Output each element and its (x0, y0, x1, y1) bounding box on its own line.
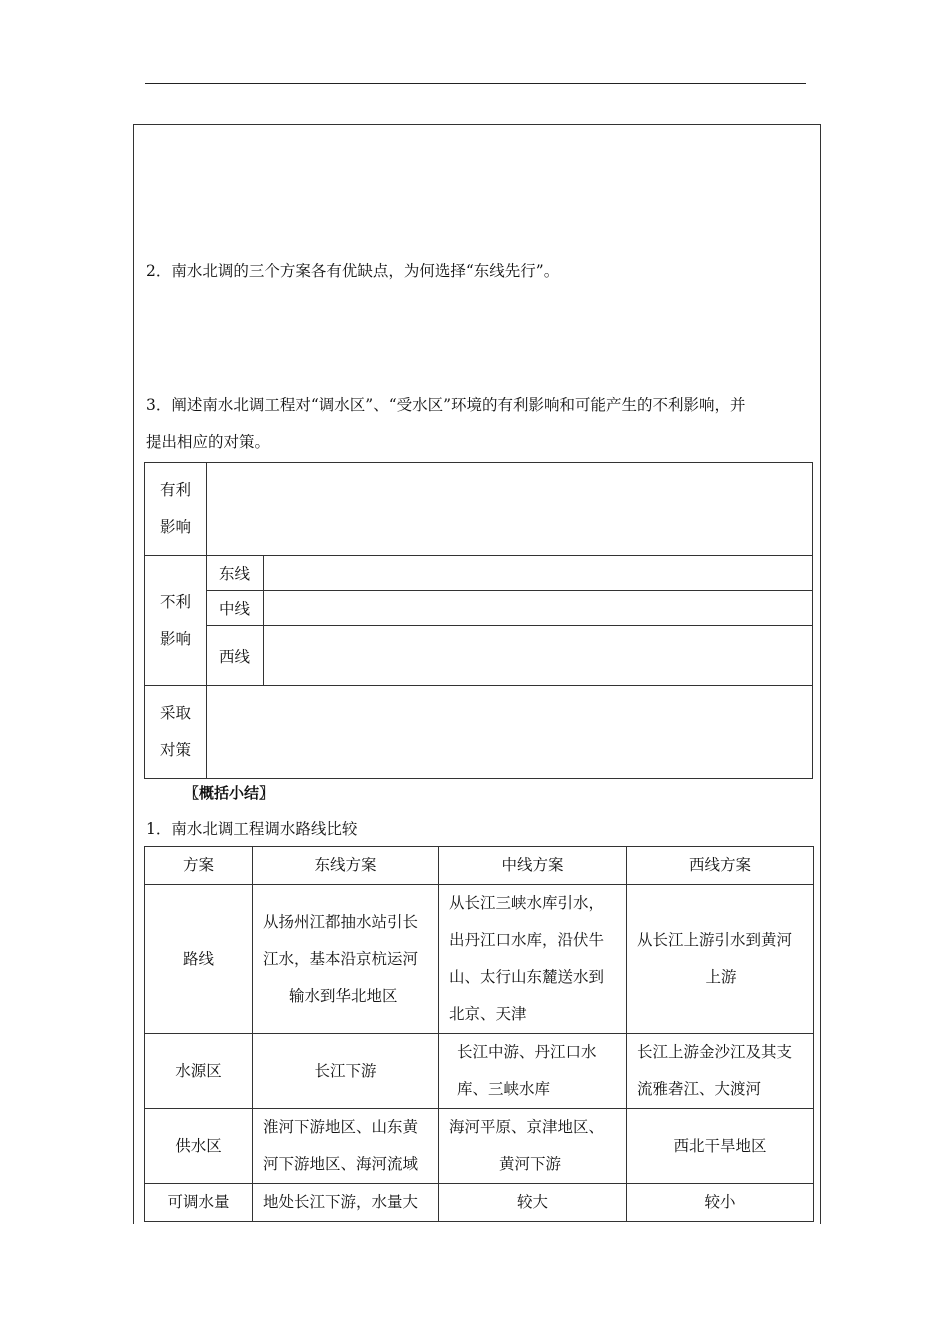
cell-line: 长江中游、丹江口水 (457, 1043, 597, 1061)
header-scheme: 方案 (145, 847, 253, 885)
middle-cell (439, 1034, 627, 1109)
measures-answer-cell[interactable] (207, 686, 813, 779)
row-label: 供水区 (145, 1109, 253, 1184)
summary-heading: 〖概括小结〗 (184, 784, 275, 802)
east-cell: 地处长江下游，水量大 (253, 1184, 439, 1222)
cell-line: 流雅砻江、大渡河 (637, 1080, 762, 1098)
cell-line: 山、太行山东麓送水到 (449, 968, 605, 986)
measures-label (145, 686, 207, 779)
table-row (145, 1034, 814, 1109)
header-rule (145, 83, 806, 84)
middle-cell: 较大 (439, 1184, 627, 1222)
row-label: 可调水量 (145, 1184, 253, 1222)
label-line: 影响 (159, 518, 191, 536)
east-cell (253, 885, 439, 1034)
label-line: 有利 (159, 481, 191, 499)
route-east-answer-cell[interactable] (264, 556, 813, 591)
label-line: 对策 (159, 741, 191, 759)
label-line: 采取 (159, 704, 191, 722)
cell-line: 河下游地区、海河流域 (263, 1155, 419, 1173)
unfavorable-label (145, 556, 207, 686)
cell-line: 淮河下游地区、山东黄 (263, 1118, 419, 1136)
table-row (145, 885, 814, 1034)
favorable-answer-cell[interactable] (207, 463, 813, 556)
route-middle-answer-cell[interactable] (264, 591, 813, 626)
table-row (145, 1109, 814, 1184)
east-cell (253, 1109, 439, 1184)
cell-line: 从长江三峡水库引水， (449, 894, 605, 912)
label-line: 不利 (159, 592, 191, 611)
west-cell (627, 885, 814, 1034)
route-east-label: 东线 (207, 556, 264, 591)
row-label: 水源区 (145, 1034, 253, 1109)
label-line: 影响 (159, 629, 191, 648)
row-label: 路线 (145, 885, 253, 1034)
west-cell (627, 1034, 814, 1109)
route-west-answer-cell[interactable] (264, 626, 813, 686)
header-west: 西线方案 (627, 847, 814, 885)
favorable-label (145, 463, 207, 556)
cell-line: 库、三峡水库 (457, 1080, 551, 1098)
east-cell: 长江下游 (253, 1034, 439, 1109)
table-header-row (145, 847, 814, 885)
question-3-line-1: 3．阐述南水北调工程对“调水区”、“受水区”环境的有利影响和可能产生的不利影响，并 (146, 396, 746, 414)
west-cell: 西北干旱地区 (627, 1109, 814, 1184)
cell-line: 长江上游金沙江及其支 (637, 1043, 793, 1061)
cell-line: 出丹江口水库，沿伏牛 (449, 931, 605, 949)
table-row (145, 1184, 814, 1222)
comparison-table (144, 846, 814, 1222)
cell-line: 上游 (705, 968, 737, 986)
header-middle: 中线方案 (439, 847, 627, 885)
cell-line: 黄河下游 (499, 1155, 562, 1173)
cell-line: 从扬州江都抽水站引长 (263, 912, 419, 931)
route-middle-label: 中线 (207, 591, 264, 626)
cell-line: 海河平原、京津地区、 (449, 1118, 605, 1136)
west-cell: 较小 (627, 1184, 814, 1222)
cell-line: 输水到华北地区 (289, 986, 398, 1005)
cell-line: 北京、天津 (449, 1005, 527, 1023)
question-3-line-2: 提出相应的对策。 (146, 433, 271, 451)
cell-line: 江水，基本沿京杭运河 (263, 949, 419, 968)
header-east: 东线方案 (253, 847, 439, 885)
cell-line: 从长江上游引水到黄河 (637, 931, 793, 949)
impact-table (144, 462, 813, 779)
route-west-label: 西线 (207, 626, 264, 686)
middle-cell (439, 1109, 627, 1184)
summary-item-1: 1．南水北调工程调水路线比较 (146, 820, 358, 838)
question-2: 2．南水北调的三个方案各有优缺点，为何选择“东线先行”。 (146, 262, 560, 280)
middle-cell (439, 885, 627, 1034)
